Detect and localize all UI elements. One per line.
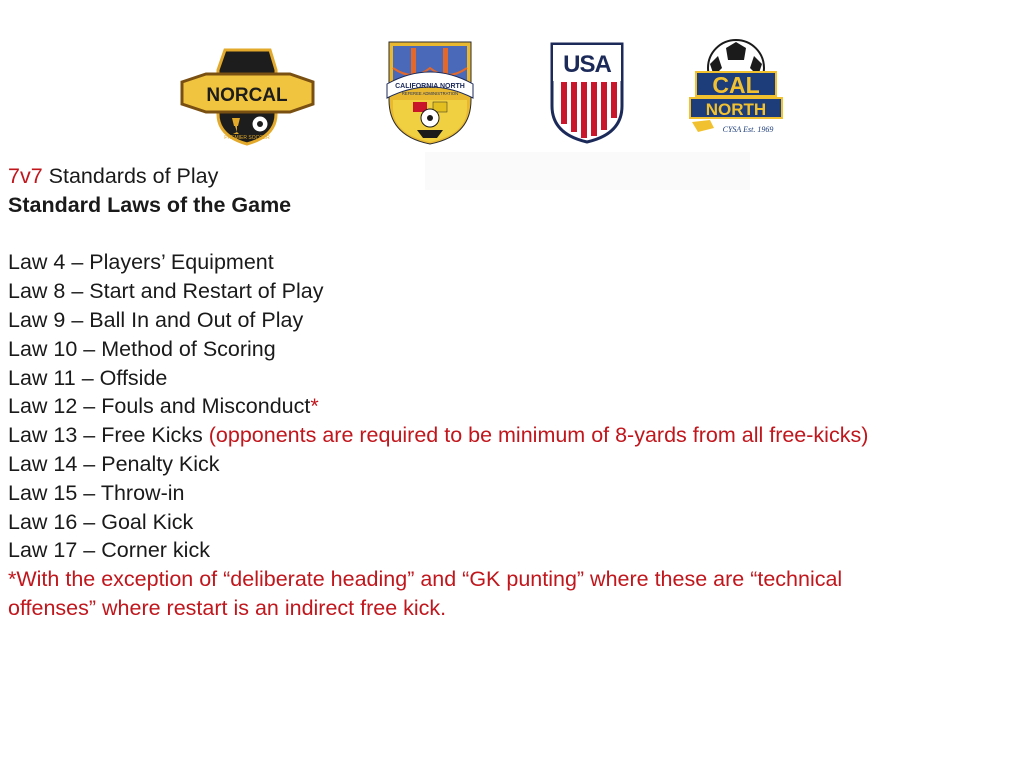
page-title bbox=[8, 162, 1018, 191]
law-item bbox=[8, 421, 1018, 450]
title-text: Standards of Play bbox=[42, 164, 219, 188]
law-item: Law 17 – Corner kick bbox=[8, 538, 210, 563]
norcal-banner-text: NORCAL bbox=[206, 85, 288, 106]
us-soccer-logo bbox=[548, 40, 626, 144]
law-item: Law 11 – Offside bbox=[8, 365, 168, 390]
footnote-line-1: *With the exception of “deliberate heading” and “GK punting” where these are “technical bbox=[8, 567, 843, 592]
law-item: Law 8 – Start and Restart of Play bbox=[8, 279, 324, 304]
cal-north-logo bbox=[688, 38, 784, 138]
spacer bbox=[8, 220, 1018, 249]
cnra-ring-text-2: REFEREE ADMINISTRATION bbox=[401, 91, 459, 96]
law-item: Law 15 – Throw-in bbox=[8, 480, 185, 505]
calnorth-top-text: CAL bbox=[712, 72, 760, 98]
law-text: Law 12 – Fouls and Misconduct bbox=[8, 394, 311, 419]
usa-text: USA bbox=[563, 51, 611, 78]
norcal-logo bbox=[180, 44, 315, 146]
law-item: Law 16 – Goal Kick bbox=[8, 509, 194, 534]
california-north-referee-logo bbox=[383, 38, 477, 146]
footnote-line-2: offenses” where restart is an indirect free kick. bbox=[8, 595, 447, 620]
page-subtitle: Standard Laws of the Game bbox=[8, 192, 292, 217]
laws-document bbox=[8, 162, 1018, 623]
asterisk-marker: * bbox=[310, 394, 319, 419]
norcal-ribbon-text: PREMIER SOCCER bbox=[224, 135, 270, 141]
law-item bbox=[8, 392, 1018, 421]
format-label: 7v7 bbox=[8, 164, 43, 188]
calnorth-bottom-text: NORTH bbox=[705, 100, 767, 119]
law-item: Law 14 – Penalty Kick bbox=[8, 451, 220, 476]
law-note: (opponents are required to be minimum of 8-yards from all free-kicks) bbox=[208, 423, 869, 448]
law-item: Law 4 – Players’ Equipment bbox=[8, 250, 274, 275]
law-item: Law 10 – Method of Scoring bbox=[8, 336, 276, 361]
cnra-ring-text: CALIFORNIA NORTH bbox=[395, 83, 465, 90]
law-text: Law 13 – Free Kicks bbox=[8, 423, 209, 448]
calnorth-tagline: CYSA Est. 1969 bbox=[722, 125, 774, 134]
law-item: Law 9 – Ball In and Out of Play bbox=[8, 307, 304, 332]
